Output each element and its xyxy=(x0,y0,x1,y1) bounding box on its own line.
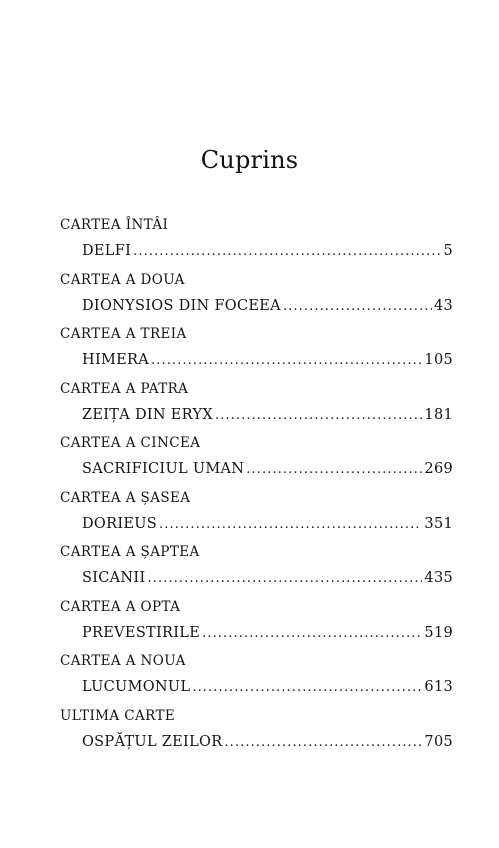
page-number: 613 xyxy=(424,679,453,695)
entry-title: OSPĂȚUL ZEILOR xyxy=(82,733,223,750)
entry-title: HIMERA xyxy=(82,352,149,368)
part-label: ULTIMA CARTE xyxy=(60,707,176,724)
toc-part xyxy=(60,434,453,489)
toc-entry xyxy=(82,351,453,370)
page-number: 5 xyxy=(443,243,453,259)
page-number: 105 xyxy=(424,352,453,368)
toc-part xyxy=(60,325,453,380)
toc-entry xyxy=(82,242,453,261)
dot-leader xyxy=(159,516,422,534)
page-number: 181 xyxy=(424,406,453,423)
part-label: CARTEA A PATRA xyxy=(60,380,189,397)
dot-leader xyxy=(283,298,432,316)
toc-entry xyxy=(82,733,453,752)
toc-part xyxy=(60,216,453,271)
toc-entry xyxy=(82,624,453,643)
entry-title: SICANII xyxy=(82,570,146,586)
toc-part xyxy=(60,598,453,653)
dot-leader xyxy=(192,679,422,697)
toc-part xyxy=(60,543,453,598)
toc-entry xyxy=(82,297,453,316)
toc-part xyxy=(60,271,453,326)
toc-entry xyxy=(82,460,453,479)
toc-entry xyxy=(82,406,453,425)
part-label: CARTEA A CINCEA xyxy=(60,435,201,451)
dot-leader xyxy=(215,407,422,425)
entry-title: DELFI xyxy=(82,243,132,259)
page-number: 269 xyxy=(424,461,453,477)
part-label: CARTEA A ȘAPTEA xyxy=(60,544,200,560)
part-label: CARTEA A OPTA xyxy=(60,598,181,615)
entry-title: ZEIȚA DIN ERYX xyxy=(82,406,213,423)
dot-leader xyxy=(151,352,422,370)
toc-entry xyxy=(82,678,453,697)
toc-entry xyxy=(82,569,453,588)
entry-title: DIONYSIOS DIN FOCEEA xyxy=(82,297,281,314)
entry-title: LUCUMONUL xyxy=(82,679,191,695)
page-number: 435 xyxy=(424,570,453,586)
part-label: CARTEA A NOUA xyxy=(60,653,186,669)
part-label: CARTEA A TREIA xyxy=(60,326,187,342)
entry-title: SACRIFICIUL UMAN xyxy=(82,461,245,477)
dot-leader xyxy=(224,734,422,752)
toc-part xyxy=(60,707,453,762)
dot-leader xyxy=(147,570,422,588)
page-number: 519 xyxy=(424,624,453,641)
toc-part xyxy=(60,652,453,707)
entry-title: PREVESTIRILE xyxy=(82,624,201,641)
table-of-contents xyxy=(60,216,453,761)
part-label: CARTEA A ȘASEA xyxy=(60,489,191,506)
part-label: CARTEA A DOUA xyxy=(60,271,185,288)
dot-leader xyxy=(133,243,441,261)
toc-part xyxy=(60,489,453,544)
page-number: 43 xyxy=(433,297,453,314)
toc-part xyxy=(60,380,453,435)
entry-title: DORIEUS xyxy=(82,515,157,532)
page-title: Cuprins xyxy=(200,146,299,174)
page-number: 351 xyxy=(424,515,453,532)
dot-leader xyxy=(246,461,422,479)
page-number: 705 xyxy=(424,733,453,750)
dot-leader xyxy=(202,625,422,643)
part-label: CARTEA ÎNTÂI xyxy=(60,217,169,233)
toc-entry xyxy=(82,515,453,534)
